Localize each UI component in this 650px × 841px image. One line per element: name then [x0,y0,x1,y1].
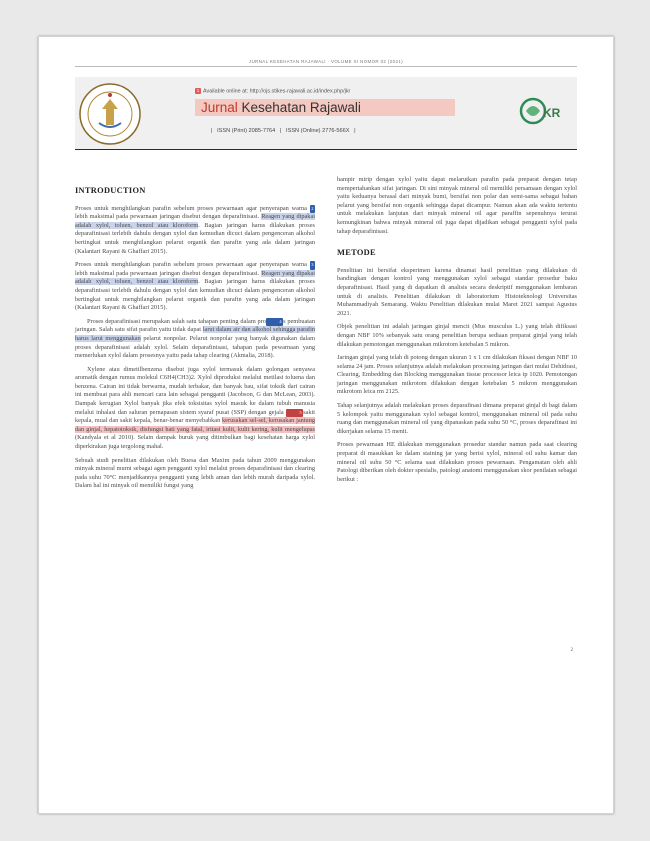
paper-page [38,36,614,814]
paragraph: Penelitian ini bersifat eksperimen karena dinamai hasil penelitian yang dilakukan di bandingkan dengan kontrol yang menggunakan xylol sebagai standar prosedur baku deparafinisasi. Hasil yang di dapatkan di analisis secara deskriptif menggunakan lembaran untuk di analisis. Penelitian dilakukan di laboratorium Histoteknologi Universitas Muhammadiyah Semarang. Waktu Penelitian dilakukan mulai Maret 2021 sampai Agustus 2021. [337,266,577,317]
paragraph: Jaringan ginjal yang telah di potong dengan ukuran 1 x 1 cm dilakukan fiksasi dengan NBF 10 selama 24 jam. Proses selanjutnya adalah melakukan processing jaringan dari mulai Dehidrasi, Clearing, Embedding dan Blocking menggunakan tissue processor leica tp 1020. Pemotongan jaringan menggunakan mikrotom dilakukan dengan ketebalan 5 mikron menggunakan mikrotom leica rm 2125. [337,354,577,396]
running-header: JURNAL KESEHATAN RAJAWALI · VOLUME XI NOMOR 02 (2021) [248,59,403,64]
header-rule [75,66,577,67]
right-column [337,176,577,489]
annotation-marker: 4 [266,318,283,327]
page-number: 2 [570,648,573,653]
paragraph: Xylene atau dimetilbenzena disebut juga xylol termasuk dalam golongan senyawa aromatik dengan rumus molekul C6H4(CH3)2. Xylol diproduksi melalui metilasi toluena dan benzena. Cairan ini tidak berwarna, mudah terbakar, dan banyak bau, sifat toksik dari cairan ini membuat para ahli mencari cara lain sebagai pengganti (Jacobson, G dan McLean, 2003). Dampak kerugian Xylol banyak jika efek toksisitas xylol masuk ke dalam tubuh manusia melalui inhalasi dan saluran pernapasan sistem syaraf pusat (SSP) dengan gejala 5 sakit kepala, mual dan sakit kepala, benar-benar menyebabkan kerusakan sel-sel, kerusakan jantung dan ginjal, hepatotoksik, disfungsi hati yang fatal, iritasi kulit, kulit kering, kulit mengelupas (Kandyala et al 2010). Selain dampak buruk yang ditimbulkan bagi kesehatan harga xylol diperkirakan juga tergolong mahal. [75,365,316,451]
paragraph: Proses untuk menghilangkan parafin sebelum proses pewarnaan agar penyerapan warna 3lebih maksimal pada pewarnaan jaringan disebut dengan deparafinisasi. Reagen yang dipakai adalah xylol, toluen, benzol atau kloroform. Bagian jaringan harus dilakukan proses deparafinisasi terlebih dahulu dengan xylol dan kemudian dicuci dalam pengenceran alkohol bertingkat untuk menghilangkan pelarut organik dan parafin yang ada dalam jaringan (Kalantari Rayani & Ghaffari 2015). [75,261,316,312]
jkr-logo-icon [517,91,571,139]
availability-line [195,88,350,94]
institute-logo-icon [75,79,145,149]
annotation-marker: 2 [310,205,315,214]
left-column [75,187,315,496]
paragraph: Objek penelitian ini adalah jaringan ginjal mencit (Mus musculus L.) yang telah difiksasi dengan NBF 10% sebanyak satu orang penelitian berupa sediaan preparat ginjal yang telah dilakukan pemotongan menggunakan mikrotom ketebalan 5 mikron. [337,323,577,348]
highlight: Reagen yang dipakai adalah xylol, toluen, benzol atau kloroform [75,269,316,286]
paragraph: Tahap selanjutnya adalah melakukan proses deparafinasi dimana preparat ginjal di bagi dalam 5 kelompok yaitu menggunakan xylol sebagai kontrol, menggunakan mineral oil pada suhu ruang dan menggunakan mineral oil yang dipanaskan pada suhu 50 °C, proses deparafinasi ini dikerjakan selama 15 menit. [337,402,577,435]
paragraph: Sebuah studi penelitian dilakukan oleh Buesa dan Maxim pada tahun 2009 menggunakan minyak mineral murni sebagai agen pengganti xylol melalui proses deparafinisasi dan clearing pada suhu 70°C menjadikannya pengganti yang lebih aman dan lebih murah daripada xylol. Dalam hal ini minyak oil memiliki fungsi yang [75,456,315,490]
highlight: kerusakan sel-sel, kerusakan jantung dan ginjal, hepatotoksik, disfungsi hati yang fatal, iritasi kulit, kulit kering, kulit mengelupas [75,417,316,433]
annotation-marker: 3 [310,261,315,270]
journal-title-band [195,99,455,116]
journal-title: Jurnal Kesehatan Rajawali [201,100,361,115]
availability-text[interactable]: Available online at: http://ojs.stikes-rajawali.ac.id/index.php/jkr [203,88,351,95]
paragraph: Proses deparafinisasi merupakan salah satu tahapan penting dalam pro 4 s pembuatan jaringan. Salah satu sifat parafin yaitu tidak dapat larut dalam air dan alkohol sehingga parafin harus larut menggunakan pelarut nonpolar. Pelarut nonpolar yang banyak digunakan dalam proses deparafinisasi adalah xylol. Selain deparafinisasi, tahapan pada pewarnaan yang memerlukan xylol dalam prosesnya yaitu pada tahap clearing (Akmalia, 2018). [75,317,315,360]
svg-text:KR: KR [543,106,561,120]
paragraph: Proses pewarnaan HE dilakukan menggunakan prosedur standar namun pada saat clearing preparat di masukkan ke dalam staining jar yang berisi xylol, mineral oil suhu kamar dan mineral oil suhu 50 °C selama saat dilakukan proses pewarnaan. Pengamatan oleh ahli Patologi diberikan oleh dokter spesialis, patologi anatomi menggunakan skor penilaian sebagai berikut : [337,441,577,483]
annotation-marker: 1 [196,88,200,93]
paragraph: hampir mirip dengan xylol yaitu dapat melarutkan parafin pada preparat dengan tetap mempertahankan sifat jaringan. Di sini minyak mineral oil memiliki persamaan dengan xylol yaitu keduanya berasal dari minyak bumi, bersifat non polar dan semi-sama sebagai bahan pelarut yang bersifat non organik sehingga dapat dicampur. Namun akan ada waktu tertentu untuk melakukan lanjutan dari minyak mineral oil agar paraffin sepenuhnya terurai kemungkinan bahwa minyak mineral oil juga dapat dijadikan sebagai pengganti xylol pada tahap deparafinisasi. [337,176,577,235]
section-heading-metode: METODE [337,248,376,258]
annotation-marker: 5 [286,409,303,418]
section-heading-introduction: INTRODUCTION [75,186,146,195]
journal-banner [75,77,577,150]
highlight: Reagen yang dipakai adalah xylol, toluen, benzol atau kloroform [75,213,316,229]
paragraph: Proses untuk menghilangkan parafin sebelum proses pewarnaan agar penyerapan warna 2lebih maksimal pada pewarnaan jaringan disebut dengan deparafinisasi. Reagen yang dipakai adalah xylol, toluen, benzol atau kloroform. Bagian jaringan harus dilakukan proses deparafinisasi terlebih dahulu dengan xylol dan kemudian dicuci dalam pengenceran alkohol bertingkat untuk menghilangkan pelarut organik dan parafin yang ada dalam jaringan (Kalantari Rayani & Ghaffari 2015). [75,204,316,255]
highlight: larut dalam air dan alkohol sehingga parafin harus larut menggunakan [75,326,315,342]
issn-line: | ISSN (Print) 2085-7764 | ISSN (Online) 2776-566X | [211,128,356,134]
